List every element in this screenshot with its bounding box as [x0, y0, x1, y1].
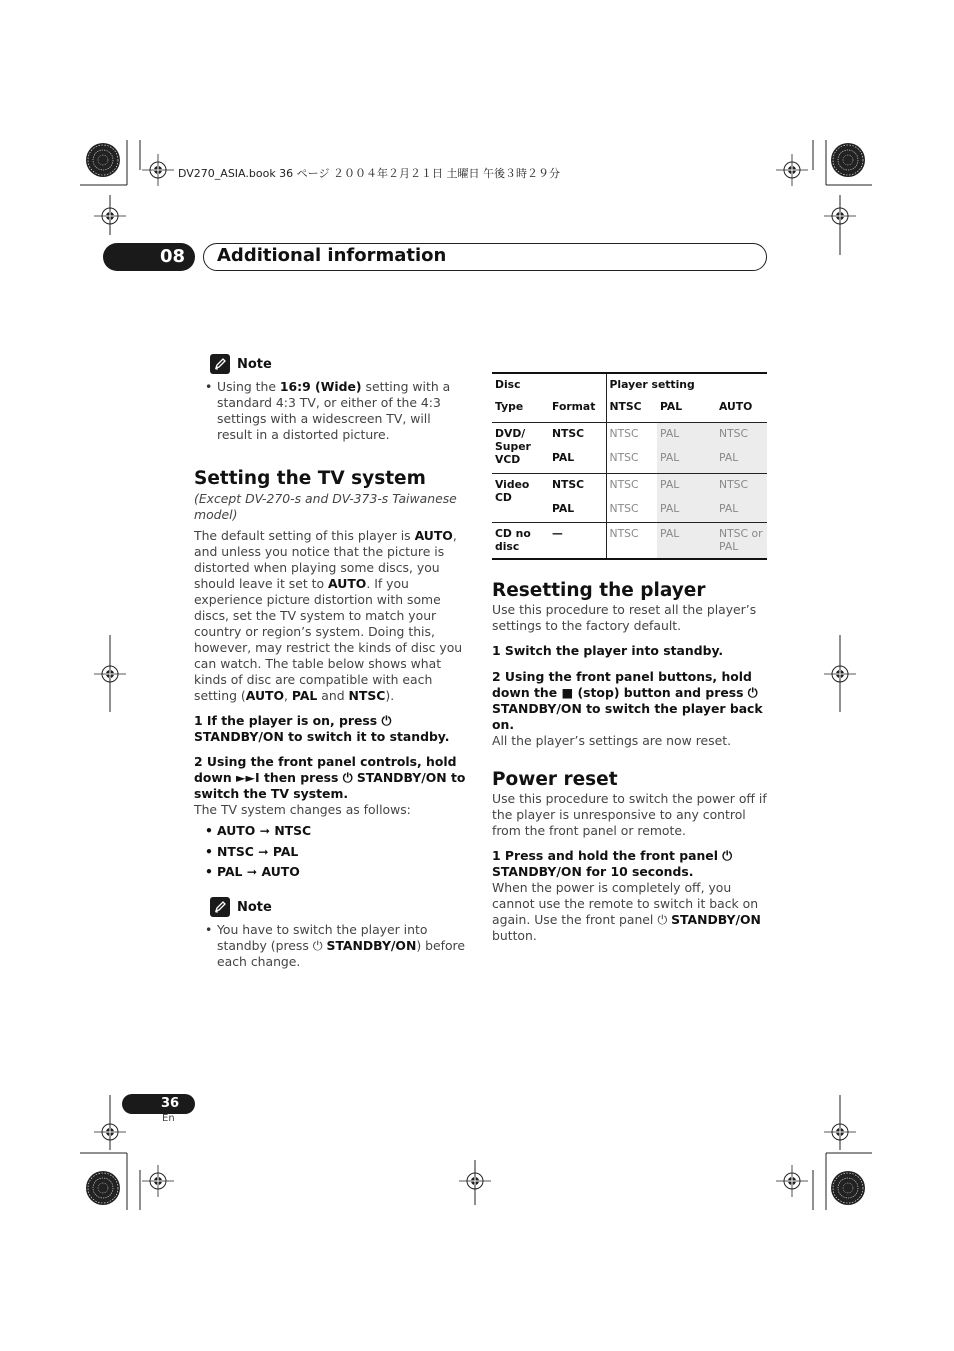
pencil-icon: [210, 354, 230, 374]
tv-step-1: 1 If the player is on, press ⏻ STANDBY/ON to switch it to standby.: [194, 713, 450, 744]
power-body: When the power is completely off, you cannot use the remote to switch it back on again. Use the front panel ⏻ STANDBY/ON button.: [492, 880, 761, 943]
power-icon: ⏻: [722, 848, 733, 863]
table-header-disc: Disc: [495, 378, 521, 391]
chapter-number: 08: [159, 246, 186, 267]
section-heading-power-reset: Power reset: [492, 769, 618, 790]
skip-forward-icon: ►►I: [235, 770, 260, 785]
stop-icon: ■: [561, 685, 574, 700]
note-text: Using the: [217, 379, 280, 394]
table-cell: NTSC: [606, 447, 657, 474]
section-heading-reset: Resetting the player: [492, 580, 706, 601]
power-icon: ⏻: [312, 938, 327, 953]
table-format-cell: NTSC: [552, 478, 585, 491]
right-column: [492, 372, 767, 944]
table-cell: NTSC: [606, 474, 657, 499]
table-format-cell: NTSC: [552, 427, 585, 440]
table-cell: NTSC: [606, 523, 657, 560]
power-icon: ⏻: [657, 912, 672, 927]
note-heading: [210, 353, 468, 375]
tv-sequence-item: • PAL ➞ AUTO: [194, 864, 468, 880]
table-type-cell: Video CD: [495, 478, 530, 504]
note-label: Note: [237, 356, 272, 372]
reset-step-2: 2 Using the front panel buttons, hold down the ■ (stop) button and press ⏻ STANDBY/ON to switch the player back on.: [492, 669, 763, 732]
section-heading-tv-system: Setting the TV system: [194, 468, 426, 489]
tv-step-2: 2 Using the front panel controls, hold down ►►I then press ⏻ STANDBY/ON to switch the TV system.: [194, 754, 466, 801]
page-number: 36: [160, 1096, 180, 1111]
power-step-1: 1 Press and hold the front panel ⏻ STANDBY/ON for 10 seconds.: [492, 848, 733, 879]
table-cell: PAL: [657, 447, 716, 474]
tv-changes-text: The TV system changes as follows:: [194, 802, 411, 817]
note-label: Note: [237, 899, 272, 915]
reset-step-1: 1 Switch the player into standby.: [492, 643, 724, 658]
table-cell: PAL: [716, 447, 767, 474]
table-header-col: NTSC: [606, 396, 657, 423]
table-cell: NTSC: [716, 423, 767, 448]
table-header-player-setting: Player setting: [606, 373, 767, 396]
table-format-cell: PAL: [552, 502, 575, 515]
arrow-right-icon: ➞: [259, 823, 270, 838]
chapter-title: Additional information: [217, 245, 447, 266]
note-list: [194, 922, 468, 970]
table-header-col: AUTO: [719, 400, 753, 413]
table-cell: NTSC: [606, 423, 657, 448]
table-cell: PAL: [657, 498, 716, 523]
table-cell: NTSC: [606, 498, 657, 523]
table-format-cell: —: [552, 527, 563, 540]
table-cell: PAL: [657, 423, 716, 448]
note-list: [194, 379, 468, 443]
table-cell: NTSC or PAL: [716, 523, 767, 560]
left-column: [194, 353, 468, 970]
tv-system-table: [492, 372, 767, 560]
table-row: [492, 474, 767, 499]
table-header-type: Type: [495, 400, 524, 413]
page-language: En: [162, 1113, 175, 1124]
table-cell: NTSC: [716, 474, 767, 499]
section-subtitle: (Except DV-270-s and DV-373-s Taiwanese model): [194, 491, 457, 522]
power-icon: ⏻: [747, 685, 758, 700]
reset-done: All the player’s settings are now reset.: [492, 733, 732, 748]
table-row: [492, 523, 767, 560]
tv-system-paragraph: The default setting of this player is AUTO, and unless you notice that the picture is distorted when playing some discs, you should leave it set to AUTO. If you experience picture distortion with some discs, set the TV system to match your country or region’s system. Doing this, however, may restrict the kinds of disc you can watch. The table below shows what kinds of disc are compatible with each setting (AUTO, PAL and NTSC).: [194, 528, 463, 703]
print-filename: DV270_ASIA.book 36 ページ ２００４年２月２１日 土曜日 午後３時２９分: [178, 167, 560, 180]
tv-sequence-item: • NTSC ➞ PAL: [194, 844, 468, 860]
table-type-cell: DVD/ Super VCD: [495, 427, 531, 466]
note-text-bold: 16:9 (Wide): [279, 379, 362, 394]
note-text: setting with a standard 4:3 TV, or either of the 4:3 settings with a widescreen TV, will result in a distorted picture.: [217, 379, 451, 442]
tv-sequence-list: [194, 823, 468, 880]
tv-sequence-item: • AUTO ➞ NTSC: [194, 823, 468, 839]
table-type-cell: CD no disc: [495, 527, 531, 553]
table-cell: PAL: [657, 523, 716, 560]
table-cell: PAL: [716, 498, 767, 523]
arrow-right-icon: ➞: [246, 864, 258, 879]
table-row: [492, 423, 767, 448]
table-cell: PAL: [657, 474, 716, 499]
table-format-cell: PAL: [552, 451, 575, 464]
power-icon: ⏻: [342, 770, 353, 785]
note-heading: [210, 896, 468, 918]
power-icon: ⏻: [381, 713, 392, 728]
table-header-format: Format: [552, 400, 596, 413]
table-header-col: PAL: [660, 400, 683, 413]
power-intro: Use this procedure to switch the power off if the player is unresponsive to any control from the front panel or remote.: [492, 791, 767, 838]
arrow-right-icon: ➞: [258, 843, 269, 859]
pencil-icon: [210, 897, 230, 917]
note-item: [194, 379, 468, 443]
reset-intro: Use this procedure to reset all the player’s settings to the factory default.: [492, 602, 757, 633]
note-item: • You have to switch the player into standby (press ⏻ STANDBY/ON) before each change.: [194, 922, 468, 970]
